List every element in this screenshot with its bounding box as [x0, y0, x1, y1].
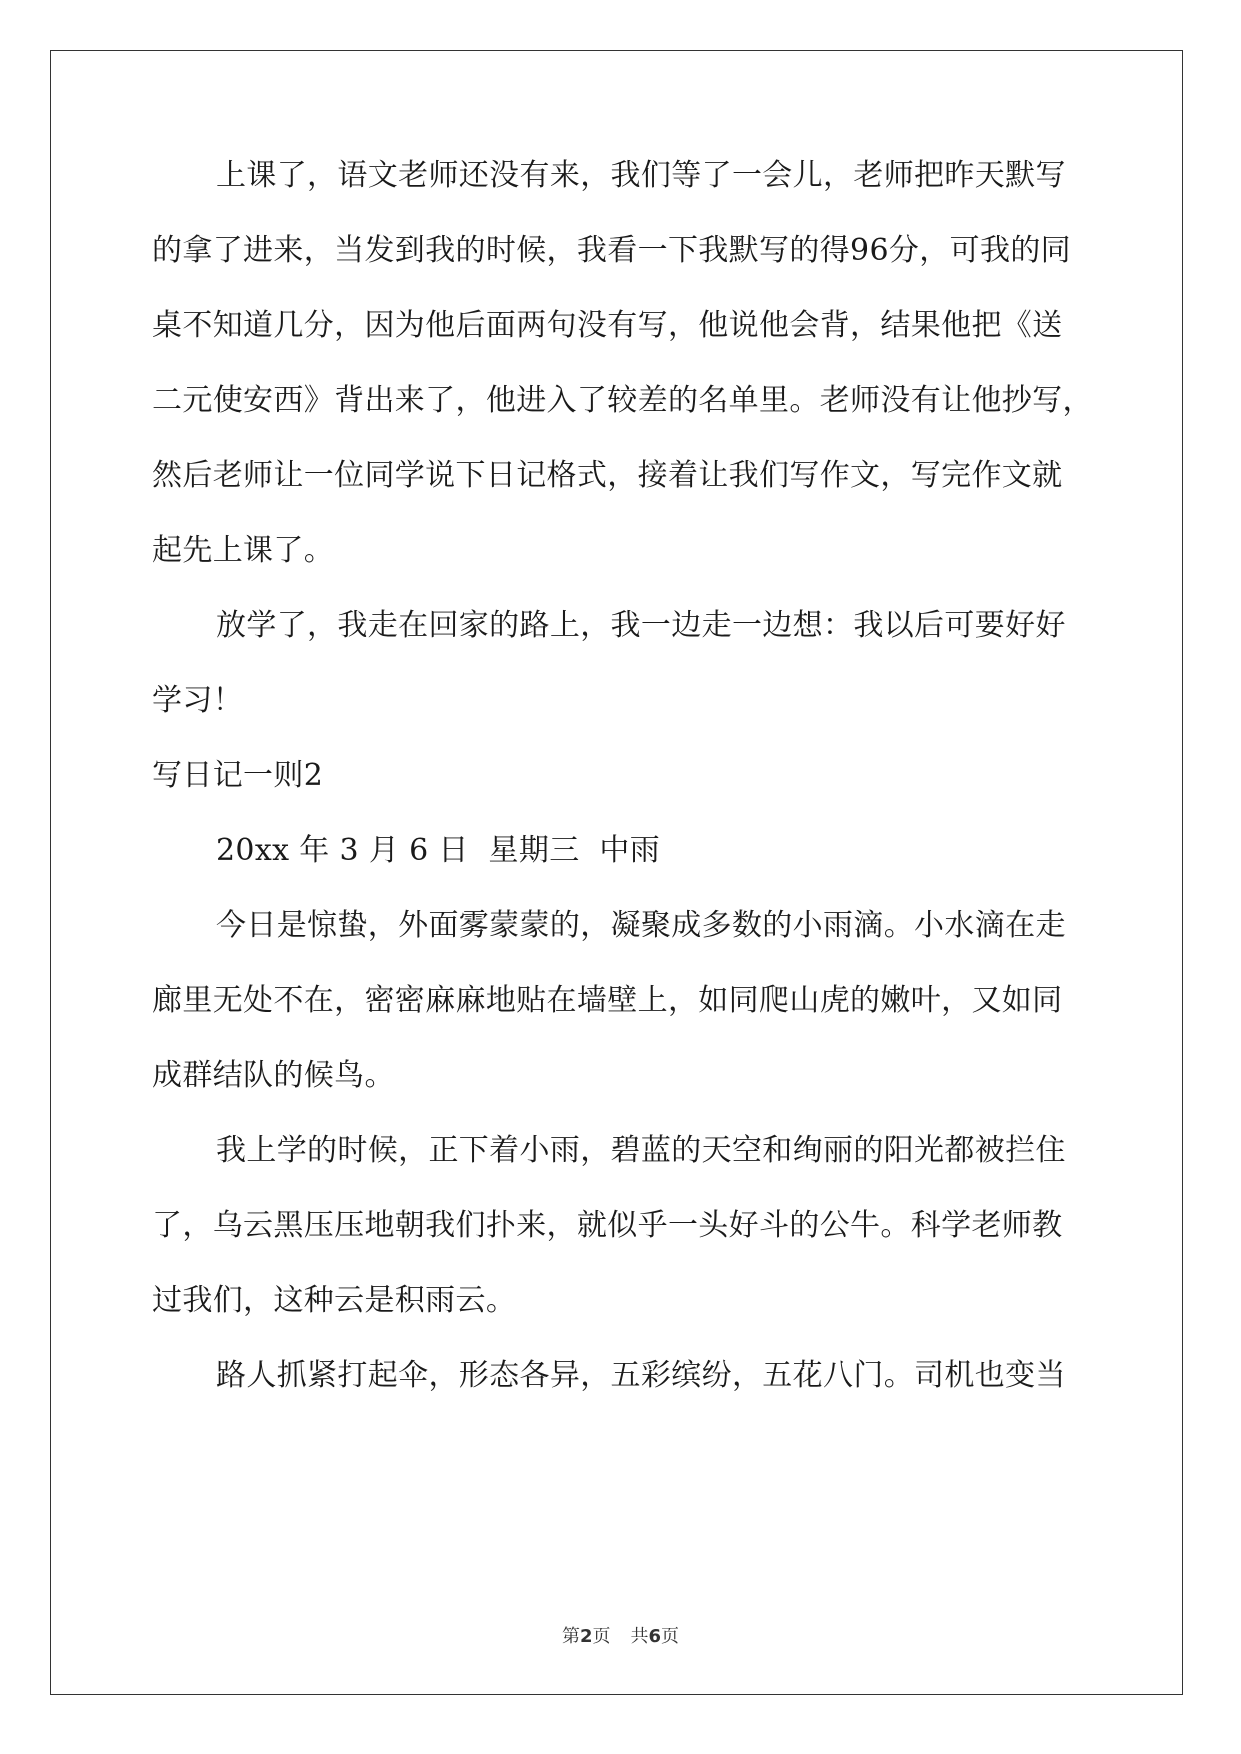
- text-line: 过我们，这种云是积雨云。: [152, 1283, 517, 1318]
- page-prefix: 第: [561, 1626, 580, 1647]
- total-prefix: 共: [630, 1626, 649, 1647]
- text-line: 了，乌云黑压压地朝我们扑来，就似乎一头好斗的公牛。科学老师教: [152, 1208, 1063, 1243]
- text-line: 学习！: [152, 683, 244, 718]
- text-line: 桌不知道几分，因为他后面两句没有写，他说他会背，结果他把《送: [152, 308, 1063, 343]
- text-line: 上课了，语文老师还没有来，我们等了一会儿，老师把昨天默写: [216, 158, 1066, 193]
- diary-date-line: 20xx 年 3 月 6 日 星期三 中雨: [216, 833, 661, 868]
- text-line: 放学了，我走在回家的路上，我一边走一边想：我以后可要好好: [216, 608, 1066, 643]
- current-page-number: 2: [579, 1626, 593, 1647]
- text-line: 起先上课了。: [152, 533, 335, 568]
- text-line: 今日是惊蛰，外面雾蒙蒙的，凝聚成多数的小雨滴。小水滴在走: [216, 908, 1066, 943]
- total-suffix: 页: [661, 1626, 680, 1647]
- text-line: 二元使安西》背出来了，他进入了较差的名单里。老师没有让他抄写，: [152, 383, 1093, 418]
- text-line: 路人抓紧打起伞，形态各异，五彩缤纷，五花八门。司机也变当: [216, 1358, 1066, 1393]
- text-line: 廊里无处不在，密密麻麻地贴在墙壁上，如同爬山虎的嫩叶，又如同: [152, 983, 1063, 1018]
- document-body: [152, 158, 1093, 1436]
- page-footer: [0, 1622, 1241, 1648]
- text-line: 的拿了进来，当发到我的时候，我看一下我默写的得96分，可我的同: [152, 233, 1072, 268]
- text-line: 成群结队的候鸟。: [152, 1058, 395, 1093]
- section-heading: 写日记一则2: [152, 758, 324, 793]
- text-line: 然后老师让一位同学说下日记格式，接着让我们写作文，写完作文就: [152, 458, 1063, 493]
- page-suffix: 页: [592, 1626, 611, 1647]
- text-line: 我上学的时候，正下着小雨，碧蓝的天空和绚丽的阳光都被拦住: [216, 1133, 1066, 1168]
- total-page-number: 6: [648, 1626, 662, 1647]
